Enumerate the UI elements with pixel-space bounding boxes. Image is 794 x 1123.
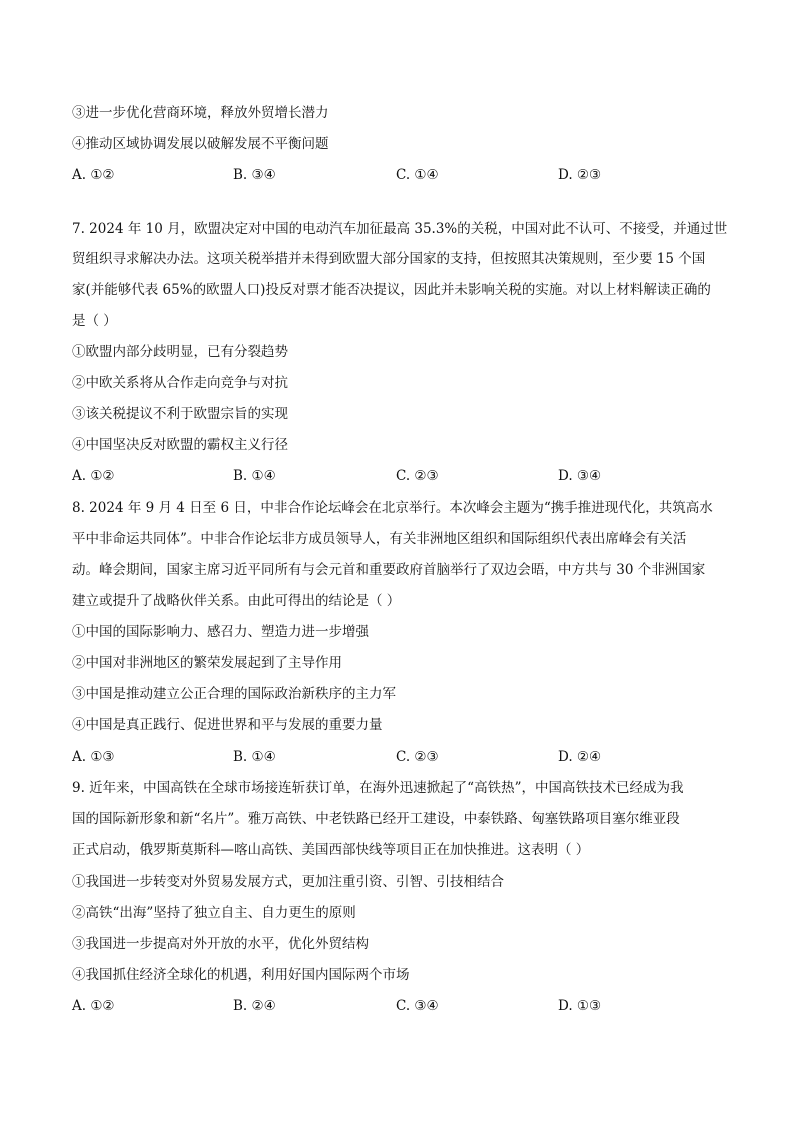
q8-stem-line-3: 动。峰会期间，国家主席习近平同所有与会元首和重要政府首脑举行了双边会晤，中方共与 30 个非洲国家 bbox=[72, 562, 706, 578]
q7-option-a[interactable]: A. ①② bbox=[72, 468, 115, 484]
q6-item-4: ④推动区域协调发展以破解发展不平衡问题 bbox=[72, 136, 329, 152]
q8-item-4: ④中国是真正践行、促进世界和平与发展的重要力量 bbox=[72, 717, 383, 733]
q7-item-1: ①欧盟内部分歧明显，已有分裂趋势 bbox=[72, 344, 288, 360]
q7-stem-line-4: 是（ ） bbox=[72, 313, 117, 329]
q9-option-c[interactable]: C. ③④ bbox=[396, 998, 439, 1014]
q8-option-a[interactable]: A. ①③ bbox=[72, 749, 115, 765]
q9-item-1: ①我国进一步转变对外贸易发展方式，更加注重引资、引智、引技相结合 bbox=[72, 874, 504, 890]
q8-stem-line-2: 平中非命运共同体”。中非合作论坛非方成员领导人，有关非洲地区组织和国际组织代表出席峰会有关活 bbox=[72, 531, 687, 547]
q8-option-d[interactable]: D. ②④ bbox=[558, 749, 602, 765]
q7-item-2: ②中欧关系将从合作走向竞争与对抗 bbox=[72, 375, 288, 391]
q9-option-a[interactable]: A. ①② bbox=[72, 998, 115, 1014]
q9-option-d[interactable]: D. ①③ bbox=[558, 998, 602, 1014]
q9-item-2: ②高铁“出海”坚持了独立自主、自力更生的原则 bbox=[72, 905, 356, 921]
q7-option-d[interactable]: D. ③④ bbox=[558, 468, 602, 484]
q6-option-d[interactable]: D. ②③ bbox=[558, 167, 602, 183]
q8-item-1: ①中国的国际影响力、感召力、塑造力进一步增强 bbox=[72, 624, 369, 640]
q9-stem-line-2: 国的国际新形象和新“名片”。雅万高铁、中老铁路已经开工建设，中泰铁路、匈塞铁路项目塞尔维亚段 bbox=[72, 811, 680, 827]
q6-options bbox=[72, 165, 732, 185]
q8-stem-line-4: 建立或提升了战略伙伴关系。由此可得出的结论是（ ） bbox=[72, 593, 401, 609]
q8-options bbox=[72, 747, 732, 767]
q7-stem-line-3: 家(并能够代表 65%的欧盟人口)投反对票才能否决提议，因此并未影响关税的实施。对以上材料解读正确的 bbox=[72, 282, 711, 298]
q9-item-4: ④我国抓住经济全球化的机遇，利用好国内国际两个市场 bbox=[72, 967, 410, 983]
q6-option-a[interactable]: A. ①② bbox=[72, 167, 115, 183]
q7-item-4: ④中国坚决反对欧盟的霸权主义行径 bbox=[72, 437, 288, 453]
q7-option-c[interactable]: C. ②③ bbox=[396, 468, 439, 484]
q9-option-b[interactable]: B. ②④ bbox=[233, 998, 276, 1014]
q9-options bbox=[72, 996, 732, 1016]
q6-option-c[interactable]: C. ①④ bbox=[396, 167, 439, 183]
q8-option-b[interactable]: B. ①④ bbox=[233, 749, 276, 765]
q7-stem-line-1: 7. 2024 年 10 月，欧盟决定对中国的电动汽车加征最高 35.3%的关税，中国对此不认可、不接受，并通过世 bbox=[72, 221, 728, 237]
q7-options bbox=[72, 466, 732, 486]
q6-item-3: ③进一步优化营商环境，释放外贸增长潜力 bbox=[72, 105, 329, 121]
q8-stem-line-1: 8. 2024 年 9 月 4 日至 6 日，中非合作论坛峰会在北京举行。本次峰会主题为“携手推进现代化，共筑高水 bbox=[72, 500, 713, 516]
q9-stem-line-3: 正式启动，俄罗斯莫斯科—喀山高铁、美国西部快线等项目正在加快推进。这表明（ ） bbox=[72, 842, 590, 858]
q7-item-3: ③该关税提议不利于欧盟宗旨的实现 bbox=[72, 406, 288, 422]
q9-stem-line-1: 9. 近年来，中国高铁在全球市场接连斩获订单，在海外迅速掀起了“高铁热”，中国高铁技术已经成为我 bbox=[72, 780, 684, 796]
q8-item-3: ③中国是推动建立公正合理的国际政治新秩序的主力军 bbox=[72, 686, 396, 702]
q7-option-b[interactable]: B. ①④ bbox=[233, 468, 276, 484]
q8-option-c[interactable]: C. ②③ bbox=[396, 749, 439, 765]
q8-item-2: ②中国对非洲地区的繁荣发展起到了主导作用 bbox=[72, 655, 342, 671]
q9-item-3: ③我国进一步提高对外开放的水平，优化外贸结构 bbox=[72, 936, 369, 952]
q7-stem-line-2: 贸组织寻求解决办法。这项关税举措并未得到欧盟大部分国家的支持，但按照其决策规则，至少要 15 个国 bbox=[72, 251, 706, 267]
q6-option-b[interactable]: B. ③④ bbox=[233, 167, 276, 183]
